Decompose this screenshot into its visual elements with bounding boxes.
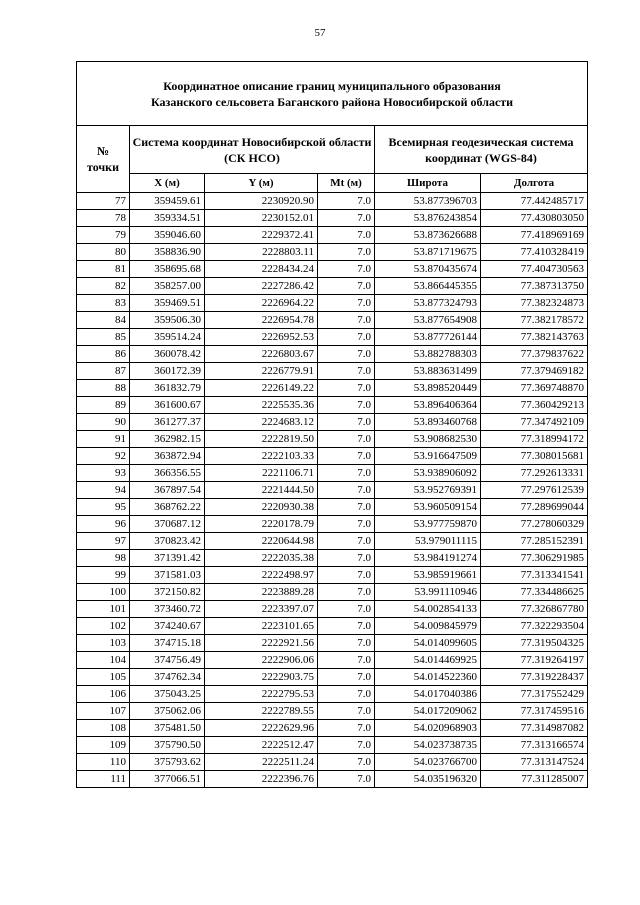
latitude-cell: 54.035196320 [375, 771, 481, 788]
y-cell: 2228434.24 [205, 261, 318, 278]
longitude-cell: 77.347492109 [481, 414, 588, 431]
mt-cell: 7.0 [318, 720, 375, 737]
latitude-cell: 53.979011115 [375, 533, 481, 550]
y-cell: 2222103.33 [205, 448, 318, 465]
x-cell: 374762.34 [130, 669, 205, 686]
x-cell: 359469.51 [130, 295, 205, 312]
longitude-cell: 77.292613331 [481, 465, 588, 482]
point-number-cell: 104 [77, 652, 130, 669]
x-cell: 371391.42 [130, 550, 205, 567]
latitude-cell: 53.991110946 [375, 584, 481, 601]
latitude-cell: 53.877654908 [375, 312, 481, 329]
y-cell: 2222035.38 [205, 550, 318, 567]
longitude-cell: 77.404730563 [481, 261, 588, 278]
mt-cell: 7.0 [318, 482, 375, 499]
y-cell: 2230920.90 [205, 193, 318, 210]
longitude-cell: 77.379837622 [481, 346, 588, 363]
y-cell: 2226149.22 [205, 380, 318, 397]
latitude-cell: 54.014469925 [375, 652, 481, 669]
table-row [77, 363, 588, 380]
table-body [77, 193, 588, 788]
mt-cell: 7.0 [318, 193, 375, 210]
table-row [77, 278, 588, 295]
longitude-cell: 77.311285007 [481, 771, 588, 788]
point-number-cell: 98 [77, 550, 130, 567]
mt-cell: 7.0 [318, 244, 375, 261]
latitude-column-header: Широта [375, 174, 481, 193]
table-row [77, 618, 588, 635]
mt-cell: 7.0 [318, 652, 375, 669]
x-cell: 375481.50 [130, 720, 205, 737]
y-cell: 2222498.97 [205, 567, 318, 584]
mt-cell: 7.0 [318, 278, 375, 295]
mt-cell: 7.0 [318, 397, 375, 414]
y-cell: 2222903.75 [205, 669, 318, 686]
latitude-cell: 54.002854133 [375, 601, 481, 618]
table-row [77, 210, 588, 227]
x-cell: 366356.55 [130, 465, 205, 482]
mt-column-header: Mt (м) [318, 174, 375, 193]
x-column-header: X (м) [130, 174, 205, 193]
table-row [77, 295, 588, 312]
page-number: 57 [314, 27, 326, 39]
longitude-cell: 77.382143763 [481, 329, 588, 346]
point-number-cell: 89 [77, 397, 130, 414]
latitude-cell: 54.009845979 [375, 618, 481, 635]
mt-cell: 7.0 [318, 516, 375, 533]
longitude-cell: 77.308015681 [481, 448, 588, 465]
y-cell: 2224683.12 [205, 414, 318, 431]
point-number-cell: 109 [77, 737, 130, 754]
y-cell: 2227286.42 [205, 278, 318, 295]
table-row [77, 346, 588, 363]
x-cell: 373460.72 [130, 601, 205, 618]
table-row [77, 397, 588, 414]
table-row [77, 482, 588, 499]
longitude-cell: 77.387313750 [481, 278, 588, 295]
table-row [77, 533, 588, 550]
x-cell: 360078.42 [130, 346, 205, 363]
longitude-cell: 77.319504325 [481, 635, 588, 652]
point-number-cell: 77 [77, 193, 130, 210]
latitude-cell: 53.871719675 [375, 244, 481, 261]
point-number-header: № точки [77, 126, 130, 193]
latitude-cell: 53.870435674 [375, 261, 481, 278]
table-row [77, 652, 588, 669]
y-cell: 2222629.96 [205, 720, 318, 737]
y-cell: 2222795.53 [205, 686, 318, 703]
longitude-cell: 77.382178572 [481, 312, 588, 329]
mt-cell: 7.0 [318, 635, 375, 652]
mt-cell: 7.0 [318, 703, 375, 720]
mt-cell: 7.0 [318, 261, 375, 278]
point-number-cell: 106 [77, 686, 130, 703]
mt-cell: 7.0 [318, 312, 375, 329]
x-cell: 358695.68 [130, 261, 205, 278]
latitude-cell: 54.017040386 [375, 686, 481, 703]
x-cell: 363872.94 [130, 448, 205, 465]
table-row [77, 244, 588, 261]
latitude-cell: 54.014099605 [375, 635, 481, 652]
point-number-cell: 88 [77, 380, 130, 397]
x-cell: 359506.30 [130, 312, 205, 329]
longitude-cell: 77.430803050 [481, 210, 588, 227]
x-cell: 358836.90 [130, 244, 205, 261]
latitude-cell: 53.908682530 [375, 431, 481, 448]
y-cell: 2226964.22 [205, 295, 318, 312]
mt-cell: 7.0 [318, 567, 375, 584]
latitude-cell: 53.898520449 [375, 380, 481, 397]
mt-cell: 7.0 [318, 618, 375, 635]
point-number-cell: 111 [77, 771, 130, 788]
mt-cell: 7.0 [318, 550, 375, 567]
y-cell: 2221106.71 [205, 465, 318, 482]
mt-cell: 7.0 [318, 346, 375, 363]
point-number-cell: 82 [77, 278, 130, 295]
latitude-cell: 54.023766700 [375, 754, 481, 771]
wgs-system-header: Всемирная геодезическая система координат (WGS-84) [375, 126, 588, 174]
point-number-cell: 95 [77, 499, 130, 516]
y-cell: 2223397.07 [205, 601, 318, 618]
longitude-cell: 77.410328419 [481, 244, 588, 261]
x-cell: 361600.67 [130, 397, 205, 414]
table-row [77, 601, 588, 618]
table-row [77, 448, 588, 465]
longitude-cell: 77.313166574 [481, 737, 588, 754]
table-row [77, 193, 588, 210]
latitude-cell: 53.893460768 [375, 414, 481, 431]
point-number-cell: 87 [77, 363, 130, 380]
mt-cell: 7.0 [318, 431, 375, 448]
point-number-cell: 93 [77, 465, 130, 482]
table-row [77, 312, 588, 329]
point-number-cell: 103 [77, 635, 130, 652]
point-number-cell: 84 [77, 312, 130, 329]
y-cell: 2222906.06 [205, 652, 318, 669]
x-cell: 370687.12 [130, 516, 205, 533]
point-number-cell: 96 [77, 516, 130, 533]
table-row [77, 635, 588, 652]
x-cell: 359459.61 [130, 193, 205, 210]
table-row [77, 329, 588, 346]
latitude-cell: 54.014522360 [375, 669, 481, 686]
longitude-cell: 77.314987082 [481, 720, 588, 737]
latitude-cell: 53.883631499 [375, 363, 481, 380]
mt-cell: 7.0 [318, 533, 375, 550]
y-cell: 2223101.65 [205, 618, 318, 635]
mt-cell: 7.0 [318, 669, 375, 686]
mt-cell: 7.0 [318, 380, 375, 397]
longitude-cell: 77.319264197 [481, 652, 588, 669]
longitude-cell: 77.317552429 [481, 686, 588, 703]
point-number-cell: 108 [77, 720, 130, 737]
table-row [77, 516, 588, 533]
y-cell: 2222921.56 [205, 635, 318, 652]
y-cell: 2226803.67 [205, 346, 318, 363]
longitude-cell: 77.297612539 [481, 482, 588, 499]
mt-cell: 7.0 [318, 329, 375, 346]
point-number-cell: 97 [77, 533, 130, 550]
y-cell: 2229372.41 [205, 227, 318, 244]
longitude-cell: 77.318994172 [481, 431, 588, 448]
mt-cell: 7.0 [318, 363, 375, 380]
x-cell: 374240.67 [130, 618, 205, 635]
latitude-cell: 53.938906092 [375, 465, 481, 482]
latitude-cell: 53.960509154 [375, 499, 481, 516]
table-row [77, 465, 588, 482]
longitude-cell: 77.334486625 [481, 584, 588, 601]
coordinates-table [76, 61, 588, 788]
longitude-cell: 77.278060329 [481, 516, 588, 533]
x-cell: 358257.00 [130, 278, 205, 295]
longitude-cell: 77.319228437 [481, 669, 588, 686]
longitude-cell: 77.326867780 [481, 601, 588, 618]
y-cell: 2226954.78 [205, 312, 318, 329]
x-cell: 368762.22 [130, 499, 205, 516]
y-column-header: Y (м) [205, 174, 318, 193]
table-row [77, 261, 588, 278]
point-number-cell: 80 [77, 244, 130, 261]
y-cell: 2230152.01 [205, 210, 318, 227]
x-cell: 375790.50 [130, 737, 205, 754]
point-number-cell: 105 [77, 669, 130, 686]
latitude-cell: 53.877324793 [375, 295, 481, 312]
longitude-cell: 77.313147524 [481, 754, 588, 771]
latitude-cell: 54.023738735 [375, 737, 481, 754]
longitude-cell: 77.379469182 [481, 363, 588, 380]
x-cell: 370823.42 [130, 533, 205, 550]
x-cell: 375793.62 [130, 754, 205, 771]
point-number-cell: 110 [77, 754, 130, 771]
latitude-cell: 54.020968903 [375, 720, 481, 737]
mt-cell: 7.0 [318, 465, 375, 482]
point-number-cell: 92 [77, 448, 130, 465]
mt-cell: 7.0 [318, 737, 375, 754]
mt-cell: 7.0 [318, 754, 375, 771]
longitude-cell: 77.442485717 [481, 193, 588, 210]
longitude-cell: 77.285152391 [481, 533, 588, 550]
x-cell: 367897.54 [130, 482, 205, 499]
point-number-cell: 94 [77, 482, 130, 499]
y-cell: 2222819.50 [205, 431, 318, 448]
latitude-cell: 53.977759870 [375, 516, 481, 533]
latitude-cell: 53.952769391 [375, 482, 481, 499]
mt-cell: 7.0 [318, 227, 375, 244]
table-row [77, 720, 588, 737]
table-row [77, 431, 588, 448]
latitude-cell: 53.866445355 [375, 278, 481, 295]
mt-cell: 7.0 [318, 414, 375, 431]
longitude-cell: 77.313341541 [481, 567, 588, 584]
x-cell: 374715.18 [130, 635, 205, 652]
table-row [77, 669, 588, 686]
x-cell: 359046.60 [130, 227, 205, 244]
x-cell: 362982.15 [130, 431, 205, 448]
mt-cell: 7.0 [318, 584, 375, 601]
y-cell: 2220178.79 [205, 516, 318, 533]
point-number-cell: 83 [77, 295, 130, 312]
point-number-cell: 99 [77, 567, 130, 584]
title-line-2: Казанского сельсовета Баганского района Новосибирской области [150, 94, 514, 109]
x-cell: 375062.06 [130, 703, 205, 720]
latitude-cell: 53.882788303 [375, 346, 481, 363]
table-row [77, 499, 588, 516]
latitude-cell: 53.877726144 [375, 329, 481, 346]
y-cell: 2222512.47 [205, 737, 318, 754]
table-row [77, 584, 588, 601]
latitude-cell: 53.896406364 [375, 397, 481, 414]
point-number-cell: 102 [77, 618, 130, 635]
x-cell: 359514.24 [130, 329, 205, 346]
mt-cell: 7.0 [318, 448, 375, 465]
x-cell: 374756.49 [130, 652, 205, 669]
point-number-cell: 78 [77, 210, 130, 227]
latitude-cell: 53.985919661 [375, 567, 481, 584]
x-cell: 361277.37 [130, 414, 205, 431]
mt-cell: 7.0 [318, 210, 375, 227]
point-number-cell: 85 [77, 329, 130, 346]
point-number-cell: 90 [77, 414, 130, 431]
y-cell: 2223889.28 [205, 584, 318, 601]
y-cell: 2222511.24 [205, 754, 318, 771]
table-row [77, 737, 588, 754]
x-cell: 372150.82 [130, 584, 205, 601]
longitude-cell: 77.382324873 [481, 295, 588, 312]
x-cell: 361832.79 [130, 380, 205, 397]
longitude-cell: 77.317459516 [481, 703, 588, 720]
point-number-cell: 86 [77, 346, 130, 363]
latitude-cell: 53.916647509 [375, 448, 481, 465]
x-cell: 375043.25 [130, 686, 205, 703]
mt-cell: 7.0 [318, 295, 375, 312]
mt-cell: 7.0 [318, 601, 375, 618]
latitude-cell: 54.017209062 [375, 703, 481, 720]
table-row [77, 567, 588, 584]
y-cell: 2226952.53 [205, 329, 318, 346]
y-cell: 2228803.11 [205, 244, 318, 261]
y-cell: 2222789.55 [205, 703, 318, 720]
x-cell: 360172.39 [130, 363, 205, 380]
longitude-cell: 77.289699044 [481, 499, 588, 516]
point-number-cell: 100 [77, 584, 130, 601]
longitude-cell: 77.369748870 [481, 380, 588, 397]
mt-cell: 7.0 [318, 499, 375, 516]
table-title [77, 62, 588, 126]
y-cell: 2220930.38 [205, 499, 318, 516]
table-row [77, 686, 588, 703]
table-row [77, 703, 588, 720]
table-row [77, 771, 588, 788]
y-cell: 2221444.50 [205, 482, 318, 499]
longitude-column-header: Долгота [481, 174, 588, 193]
x-cell: 359334.51 [130, 210, 205, 227]
latitude-cell: 53.876243854 [375, 210, 481, 227]
longitude-cell: 77.306291985 [481, 550, 588, 567]
longitude-cell: 77.322293504 [481, 618, 588, 635]
latitude-cell: 53.984191274 [375, 550, 481, 567]
y-cell: 2220644.98 [205, 533, 318, 550]
y-cell: 2225535.36 [205, 397, 318, 414]
table-row [77, 414, 588, 431]
title-line-1: Координатное описание границ муниципального образования [163, 78, 501, 93]
table-row [77, 754, 588, 771]
point-number-cell: 79 [77, 227, 130, 244]
x-cell: 371581.03 [130, 567, 205, 584]
table-row [77, 227, 588, 244]
point-number-cell: 81 [77, 261, 130, 278]
point-number-cell: 91 [77, 431, 130, 448]
y-cell: 2222396.76 [205, 771, 318, 788]
table-row [77, 550, 588, 567]
latitude-cell: 53.873626688 [375, 227, 481, 244]
latitude-cell: 53.877396703 [375, 193, 481, 210]
point-number-cell: 101 [77, 601, 130, 618]
mt-cell: 7.0 [318, 771, 375, 788]
x-cell: 377066.51 [130, 771, 205, 788]
table-row [77, 380, 588, 397]
longitude-cell: 77.418969169 [481, 227, 588, 244]
mt-cell: 7.0 [318, 686, 375, 703]
nso-system-header: Система координат Новосибирской области (СК НСО) [130, 126, 375, 174]
y-cell: 2226779.91 [205, 363, 318, 380]
point-number-cell: 107 [77, 703, 130, 720]
longitude-cell: 77.360429213 [481, 397, 588, 414]
